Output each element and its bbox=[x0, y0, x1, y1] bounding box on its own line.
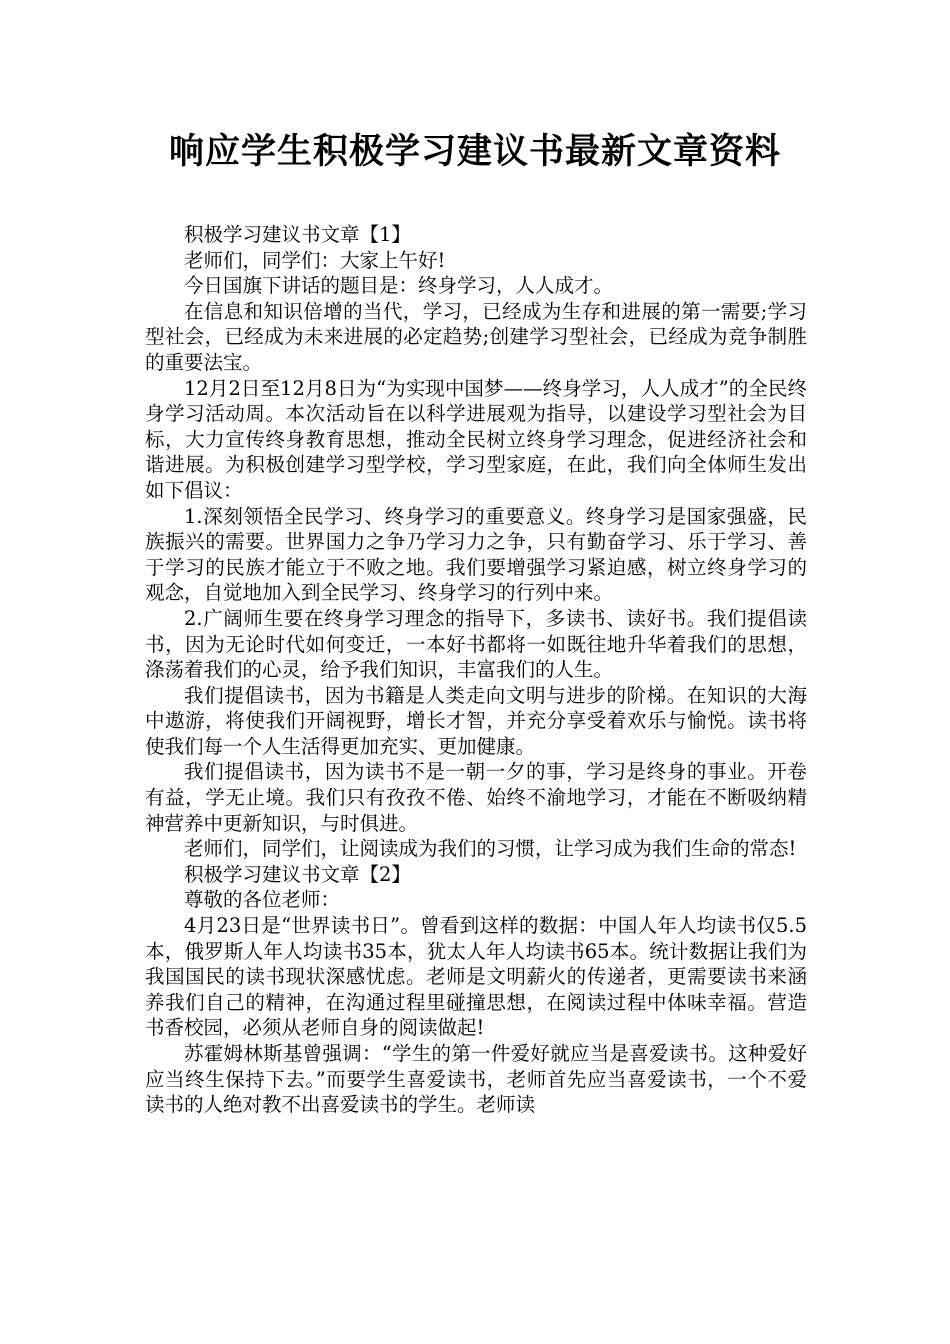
section-heading-1: 积极学习建议书文章【1】 bbox=[184, 223, 411, 246]
paragraph: 我们提倡读书，因为书籍是人类走向文明与进步的阶梯。在知识的大海中遨游，将使我们开阔视野，增长才智，并充分享受着欢乐与愉悦。读书将使我们每一个人生活得更加充实、更加健康。 bbox=[145, 683, 807, 758]
greeting: 尊敬的各位老师： bbox=[184, 888, 341, 912]
paragraph: 今日国旗下讲话的题目是：终身学习，人人成才。 bbox=[184, 274, 614, 298]
paragraph: 2.广阔师生要在终身学习理念的指导下，多读书、读好书。我们提倡读书，因为无论时代如何变迁，一本好书都将一如既往地升华着我们的思想，涤荡着我们的心灵，给予我们知识，丰富我们的人生。 bbox=[145, 606, 807, 682]
paragraph: 1.深刻领悟全民学习、终身学习的重要意义。终身学习是国家强盛，民族振兴的需要。世界国力之争乃学习力之争，只有勤奋学习、乐于学习、善于学习的民族才能立于不败之地。我们要增强学习紧迫感，树立终身学习的观念，自觉地加入到全民学习、终身学习的行列中来。 bbox=[145, 504, 807, 605]
paragraph: 在信息和知识倍增的当代，学习，已经成为生存和进展的第一需要;学习型社会，已经成为未来进展的必定趋势;创建学习型社会，已经成为竞争制胜的重要法宝。 bbox=[145, 299, 807, 374]
document-title: 响应学生积极学习建议书最新文章资料 bbox=[168, 132, 781, 172]
greeting: 老师们，同学们：大家上午好! bbox=[184, 248, 446, 272]
paragraph: 苏霍姆林斯基曾强调：“学生的第一件爱好就应当是喜爱读书。这种爱好应当终生保持下去。”而要学生喜爱读书，老师首先应当喜爱读书，一个不爱读书的人绝对教不出喜爱读书的学生。老师读 bbox=[145, 1042, 807, 1117]
paragraph: 4月23日是“世界读书日”。曾看到这样的数据：中国人年人均读书仅5.5本，俄罗斯人年人均读书35本，犹太人年人均读书65本。统计数据让我们为我国国民的读书现状深感忧虑。老师是文明薪火的传递者，更需要读书来涵养我们自己的精神，在沟通过程里碰撞思想，在阅读过程中体味幸福。营造书香校园，必须从老师自身的阅读做起! bbox=[145, 914, 807, 1040]
document-body bbox=[145, 222, 807, 1118]
paragraph: 12月2日至12月8日为“为实现中国梦——终身学习，人人成才”的全民终身学习活动周。本次活动旨在以科学进展观为指导，以建设学习型社会为目标，大力宣传终身教育思想，推动全民树立终身学习理念，促进经济社会和谐进展。为积极创建学习型学校，学习型家庭，在此，我们向全体师生发出如下倡议： bbox=[145, 376, 807, 502]
paragraph: 老师们，同学们，让阅读成为我们的习惯，让学习成为我们生命的常态! bbox=[184, 837, 797, 861]
paragraph: 我们提倡读书，因为读书不是一朝一夕的事，学习是终身的事业。开卷有益，学无止境。我们只有孜孜不倦、始终不渝地学习，才能在不断吸纳精神营养中更新知识，与时俱进。 bbox=[145, 760, 807, 835]
section-heading-2: 积极学习建议书文章【2】 bbox=[184, 862, 411, 886]
